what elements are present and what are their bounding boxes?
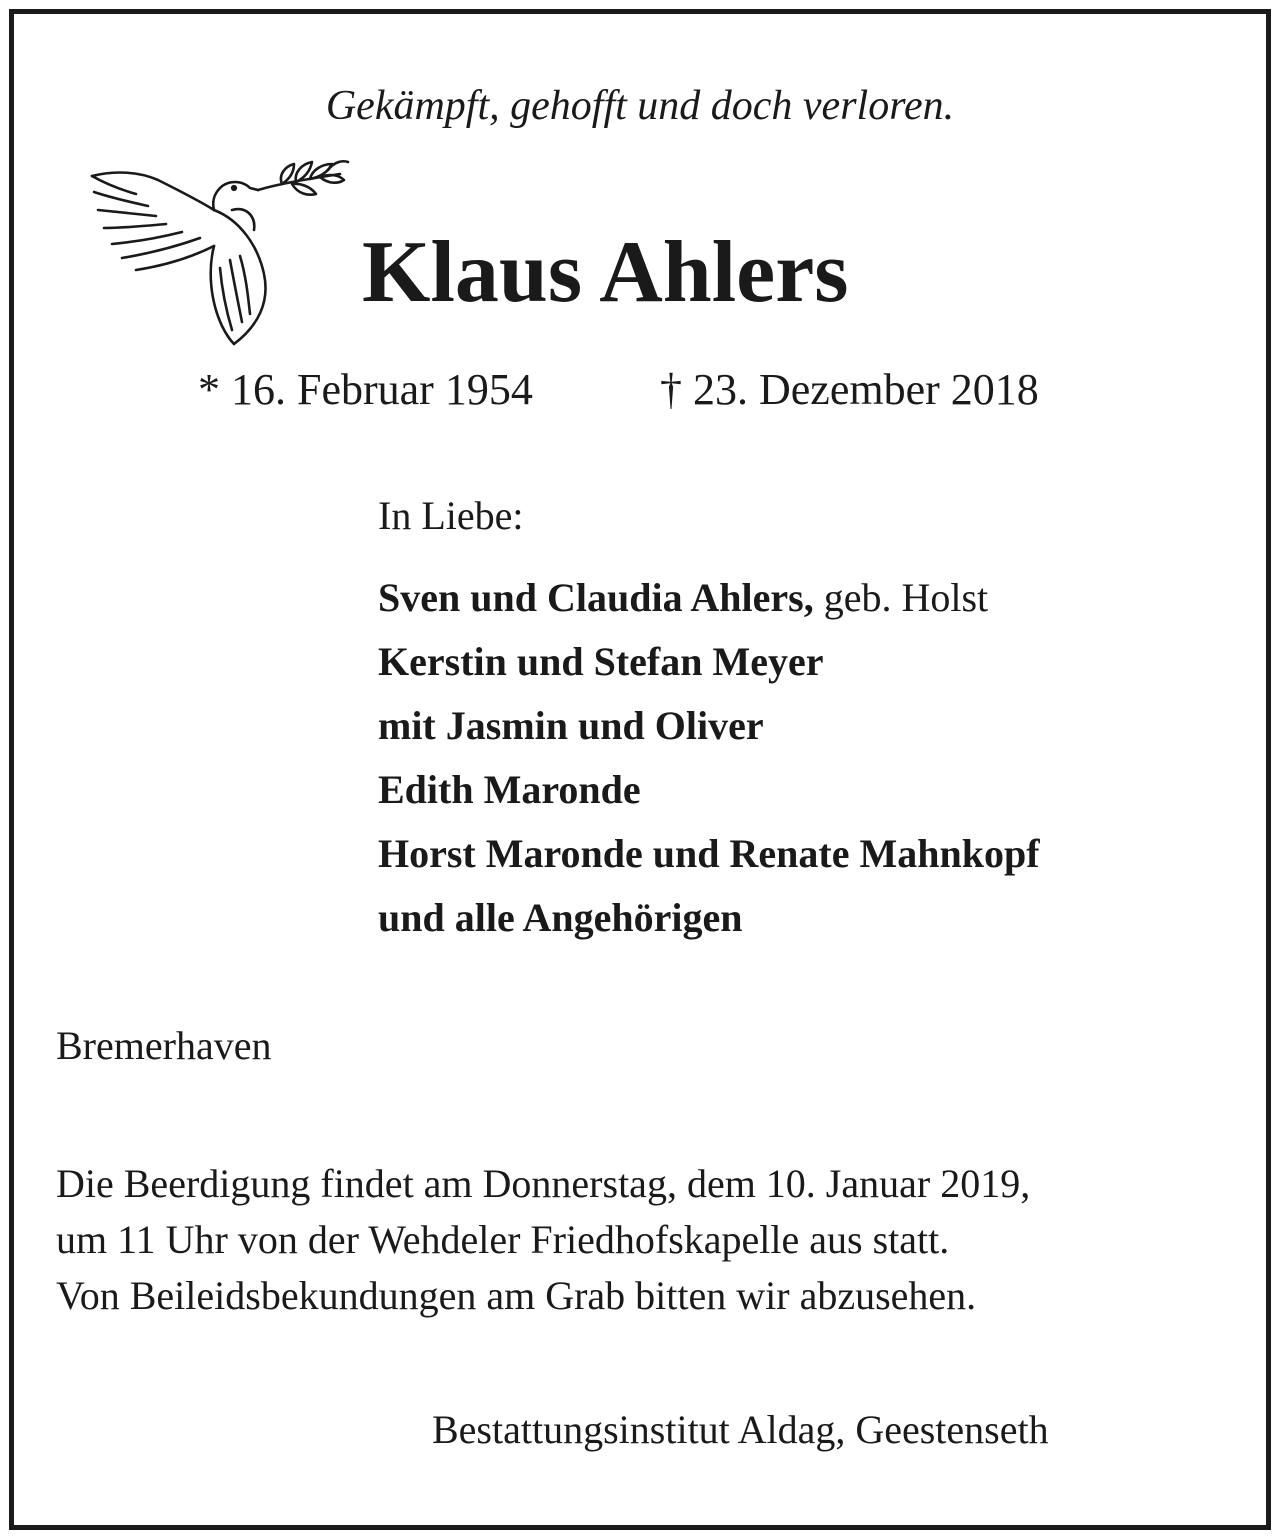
funeral-line: um 11 Uhr von der Wehdeler Friedhofskapelle aus statt. — [56, 1217, 950, 1262]
mourner-name: Horst Maronde und Renate Mahnkopf — [378, 831, 1040, 876]
mourner-name: Sven und Claudia Ahlers, — [378, 575, 814, 620]
mourner-name: Edith Maronde — [378, 767, 641, 812]
funeral-details — [56, 1156, 1030, 1324]
death-date: † 23. Dezember 2018 — [660, 365, 1039, 414]
place-name: Bremerhaven — [56, 1023, 272, 1068]
mourner-name: Kerstin und Stefan Meyer — [378, 639, 824, 684]
in-love-label: In Liebe: — [378, 493, 524, 538]
motto: Gekämpft, gehofft und doch verloren. — [325, 83, 955, 129]
list-item — [378, 566, 1040, 630]
list-item — [378, 886, 1040, 950]
mourner-name: mit Jasmin und Oliver — [378, 703, 764, 748]
list-item — [378, 822, 1040, 886]
dove-icon — [82, 150, 350, 350]
list-item — [378, 630, 1040, 694]
deceased-name: Klaus Ahlers — [362, 224, 849, 321]
mourner-name: und alle Angehörigen — [378, 895, 743, 940]
funeral-line: Die Beerdigung findet am Donnerstag, dem 10. Januar 2019, — [56, 1161, 1031, 1206]
undertaker-name: Bestattungsinstitut Aldag, Geestenseth — [432, 1407, 1049, 1452]
mourner-note: geb. Holst — [813, 575, 989, 620]
list-item — [378, 758, 1040, 822]
mourners-list — [378, 566, 1040, 950]
birth-date: * 16. Februar 1954 — [198, 365, 533, 414]
list-item — [378, 694, 1040, 758]
funeral-line: Von Beileidsbekundungen am Grab bitten wir abzusehen. — [56, 1273, 977, 1318]
